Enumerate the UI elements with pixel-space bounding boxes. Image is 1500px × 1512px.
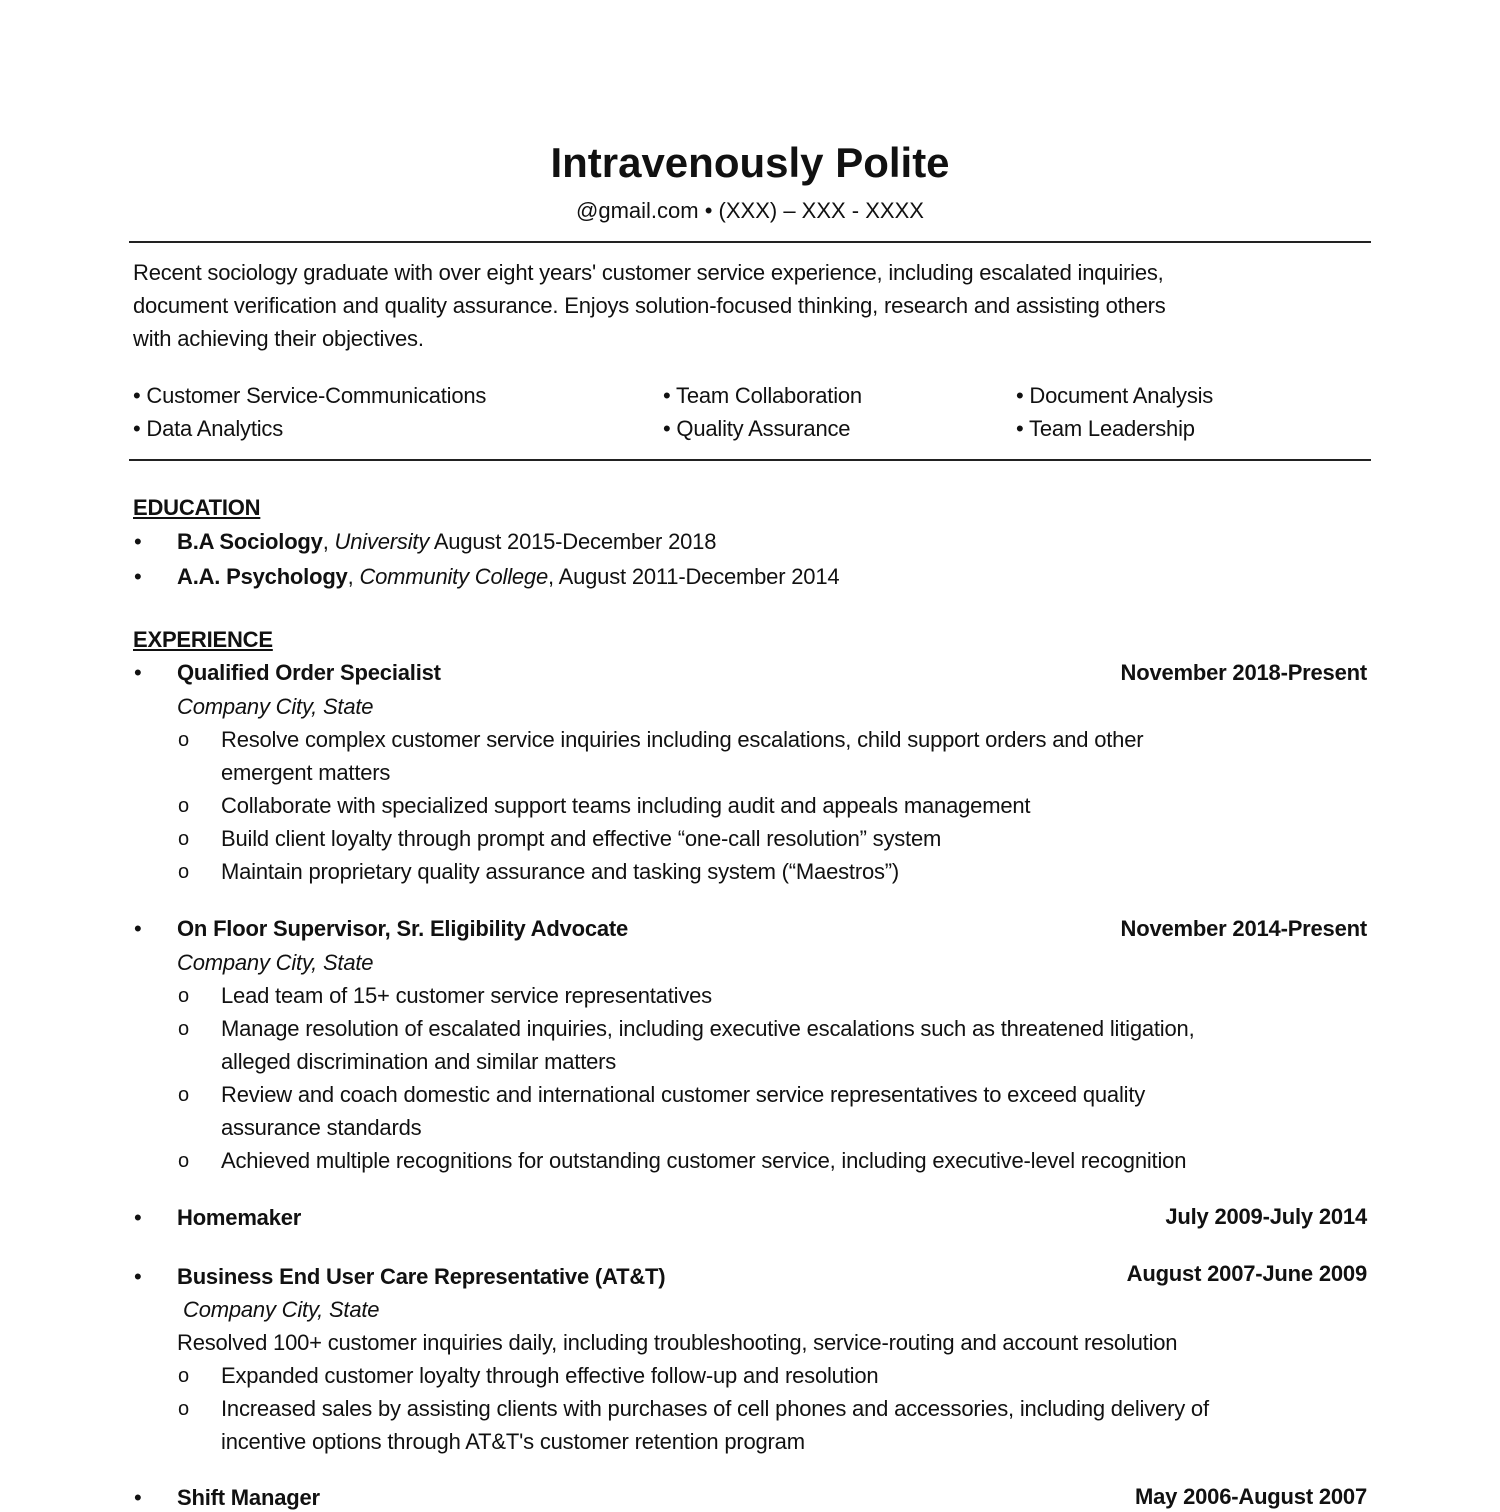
circle-bullet-icon: o <box>178 729 190 751</box>
job-bullet: Collaborate with specialized support teams including audit and appeals management <box>221 793 1031 818</box>
contact-info: @gmail.com • (XXX) – XXX - XXXX <box>576 198 924 223</box>
job-title: Shift Manager <box>177 1485 320 1510</box>
job-title: Homemaker <box>177 1205 302 1230</box>
job-bullet: Increased sales by assisting clients with purchases of cell phones and accessories, including delivery of <box>221 1396 1209 1421</box>
job-bullet: Maintain proprietary quality assurance and tasking system (“Maestros”) <box>221 859 900 884</box>
bullet-icon: • <box>134 529 142 554</box>
circle-bullet-icon: o <box>178 1365 190 1387</box>
job-bullet: assurance standards <box>221 1115 422 1140</box>
job-bullet: emergent matters <box>221 760 391 785</box>
job-location: Company City, State <box>177 950 374 975</box>
education-item <box>177 528 716 556</box>
skill-item: • Team Collaboration <box>663 383 862 408</box>
job-title: Business End User Care Representative (AT&T) <box>177 1264 666 1289</box>
job-dates: July 2009-July 2014 <box>1165 1204 1367 1229</box>
skill-item: • Customer Service-Communications <box>133 383 487 408</box>
skill-item: • Quality Assurance <box>663 416 851 441</box>
job-location: Company City, State <box>183 1297 380 1322</box>
job-bullet: Achieved multiple recognitions for outstanding customer service, including executive-level recognition <box>221 1148 1187 1173</box>
job-bullet: Manage resolution of escalated inquiries, including executive escalations such as threatened litigation, <box>221 1016 1195 1041</box>
degree: B.A Sociology <box>177 529 323 554</box>
job-dates: November 2014-Present <box>1120 916 1367 941</box>
job-bullet: alleged discrimination and similar matters <box>221 1049 617 1074</box>
skill-item: • Team Leadership <box>1016 416 1195 441</box>
job-title: On Floor Supervisor, Sr. Eligibility Advocate <box>177 916 629 941</box>
job-location: Company City, State <box>177 694 374 719</box>
job-bullet: Build client loyalty through prompt and effective “one-call resolution” system <box>221 826 942 851</box>
circle-bullet-icon: o <box>178 1018 190 1040</box>
job-bullet: Review and coach domestic and international customer service representatives to exceed quality <box>221 1082 1146 1107</box>
experience-heading: EXPERIENCE <box>133 627 273 652</box>
skill-item: • Document Analysis <box>1016 383 1214 408</box>
circle-bullet-icon: o <box>178 795 190 817</box>
summary-line: with achieving their objectives. <box>133 326 424 351</box>
education-dates: , August 2011-December 2014 <box>548 564 840 589</box>
bullet-icon: • <box>134 1485 142 1510</box>
circle-bullet-icon: o <box>178 828 190 850</box>
education-heading: EDUCATION <box>133 495 261 520</box>
job-dates: November 2018-Present <box>1120 660 1367 685</box>
job-bullet: incentive options through AT&T's customer retention program <box>221 1429 805 1454</box>
school: Community College <box>359 564 549 589</box>
circle-bullet-icon: o <box>178 985 190 1007</box>
bullet-icon: • <box>134 916 142 941</box>
skill-item: • Data Analytics <box>133 416 284 441</box>
circle-bullet-icon: o <box>178 1084 190 1106</box>
bullet-icon: • <box>134 660 142 685</box>
circle-bullet-icon: o <box>178 1398 190 1420</box>
education-dates: August 2015-December 2018 <box>429 529 717 554</box>
circle-bullet-icon: o <box>178 1150 190 1172</box>
separator: , <box>322 529 335 554</box>
job-summary: Resolved 100+ customer inquiries daily, including troubleshooting, service-routing and account resolution <box>177 1330 1178 1355</box>
candidate-name: Intravenously Polite <box>550 139 950 186</box>
job-dates: August 2007-June 2009 <box>1126 1261 1367 1286</box>
job-bullet: Lead team of 15+ customer service representatives <box>221 983 712 1008</box>
divider <box>129 459 1371 461</box>
education-item <box>177 563 839 591</box>
circle-bullet-icon: o <box>178 861 190 883</box>
bullet-icon: • <box>134 564 142 589</box>
summary-line: Recent sociology graduate with over eight years' customer service experience, including escalated inquiries, <box>133 260 1164 285</box>
summary-line: document verification and quality assurance. Enjoys solution-focused thinking, research and assisting others <box>133 293 1166 318</box>
job-bullet: Resolve complex customer service inquiries including escalations, child support orders and other <box>221 727 1144 752</box>
bullet-icon: • <box>134 1205 142 1230</box>
job-title: Qualified Order Specialist <box>177 660 441 685</box>
divider <box>129 241 1371 243</box>
school: University <box>334 529 430 554</box>
degree: A.A. Psychology <box>177 564 348 589</box>
job-bullet: Expanded customer loyalty through effective follow-up and resolution <box>221 1363 879 1388</box>
bullet-icon: • <box>134 1264 142 1289</box>
job-dates: May 2006-August 2007 <box>1135 1484 1367 1509</box>
separator: , <box>347 564 360 589</box>
